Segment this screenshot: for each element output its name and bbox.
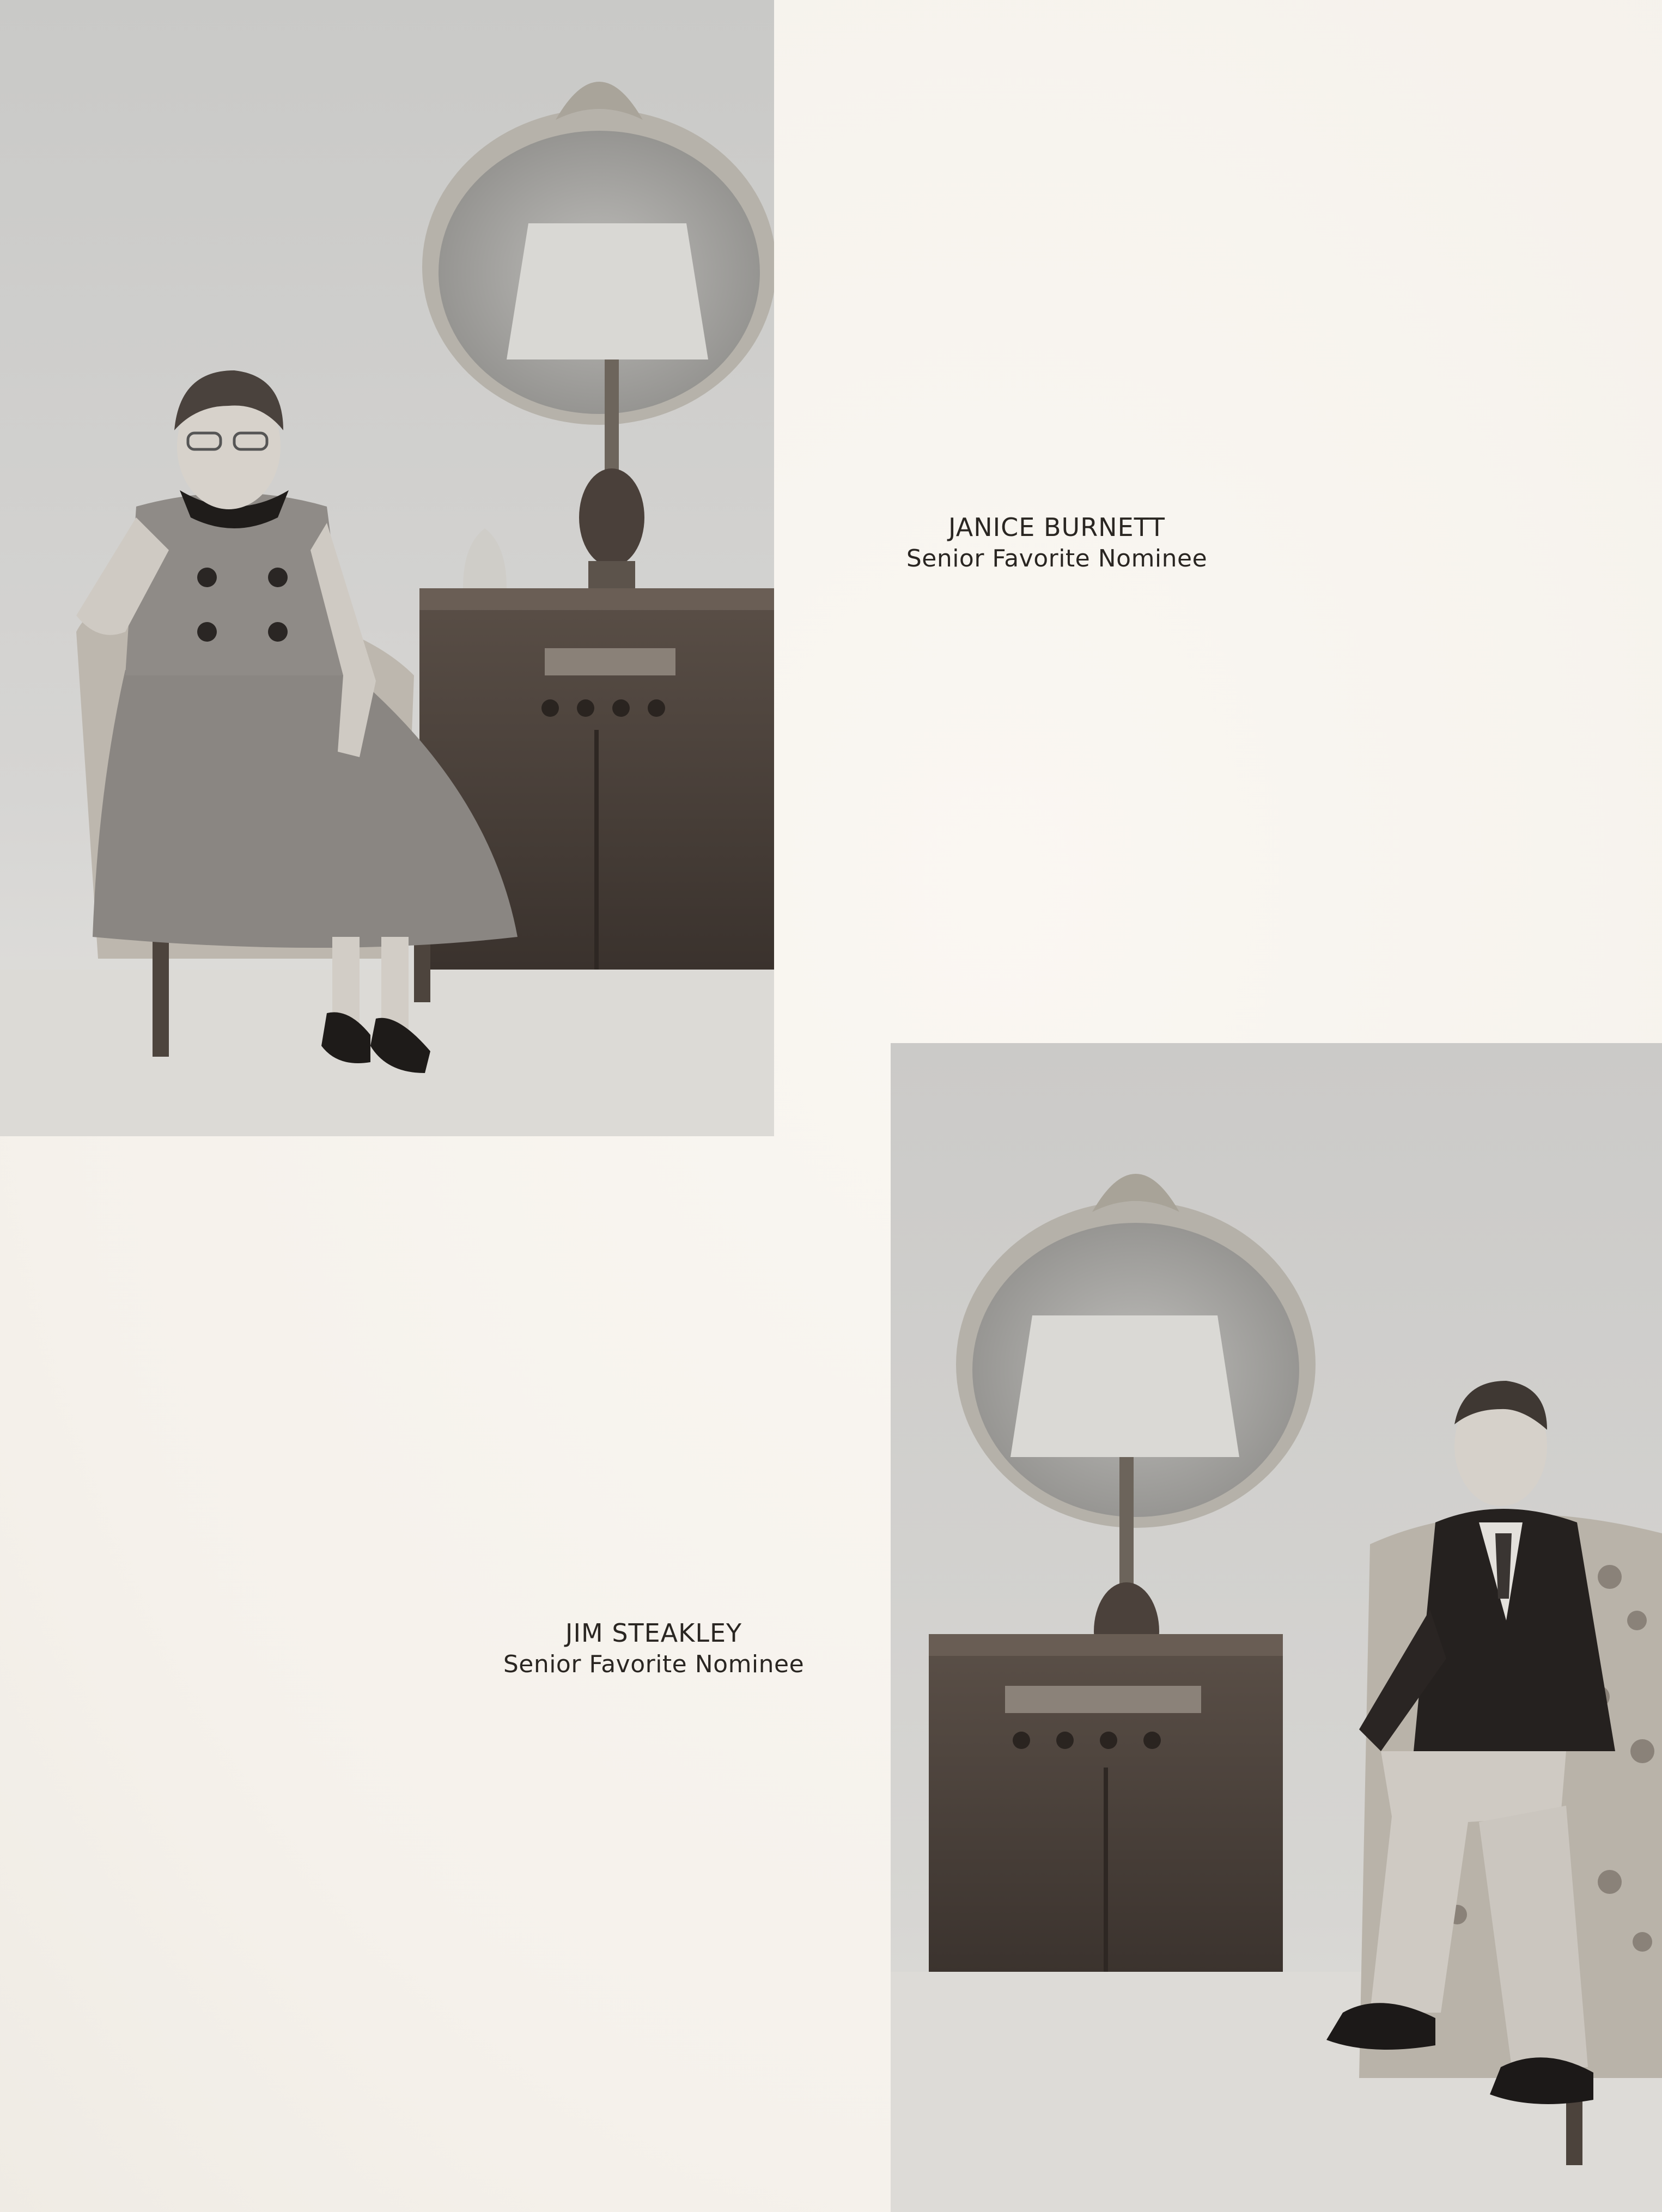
nominee-title: Senior Favorite Nominee: [503, 1650, 805, 1678]
caption-jim-steakley: [447, 1618, 861, 1679]
photo-jim-steakley: [891, 1043, 1662, 2212]
nominee-name: JIM STEAKLEY: [565, 1618, 742, 1648]
nominee-title: Senior Favorite Nominee: [906, 544, 1208, 572]
photo-janice-burnett: [0, 0, 774, 1136]
nominee-name: JANICE BURNETT: [948, 513, 1166, 542]
caption-janice-burnett: [850, 512, 1264, 574]
